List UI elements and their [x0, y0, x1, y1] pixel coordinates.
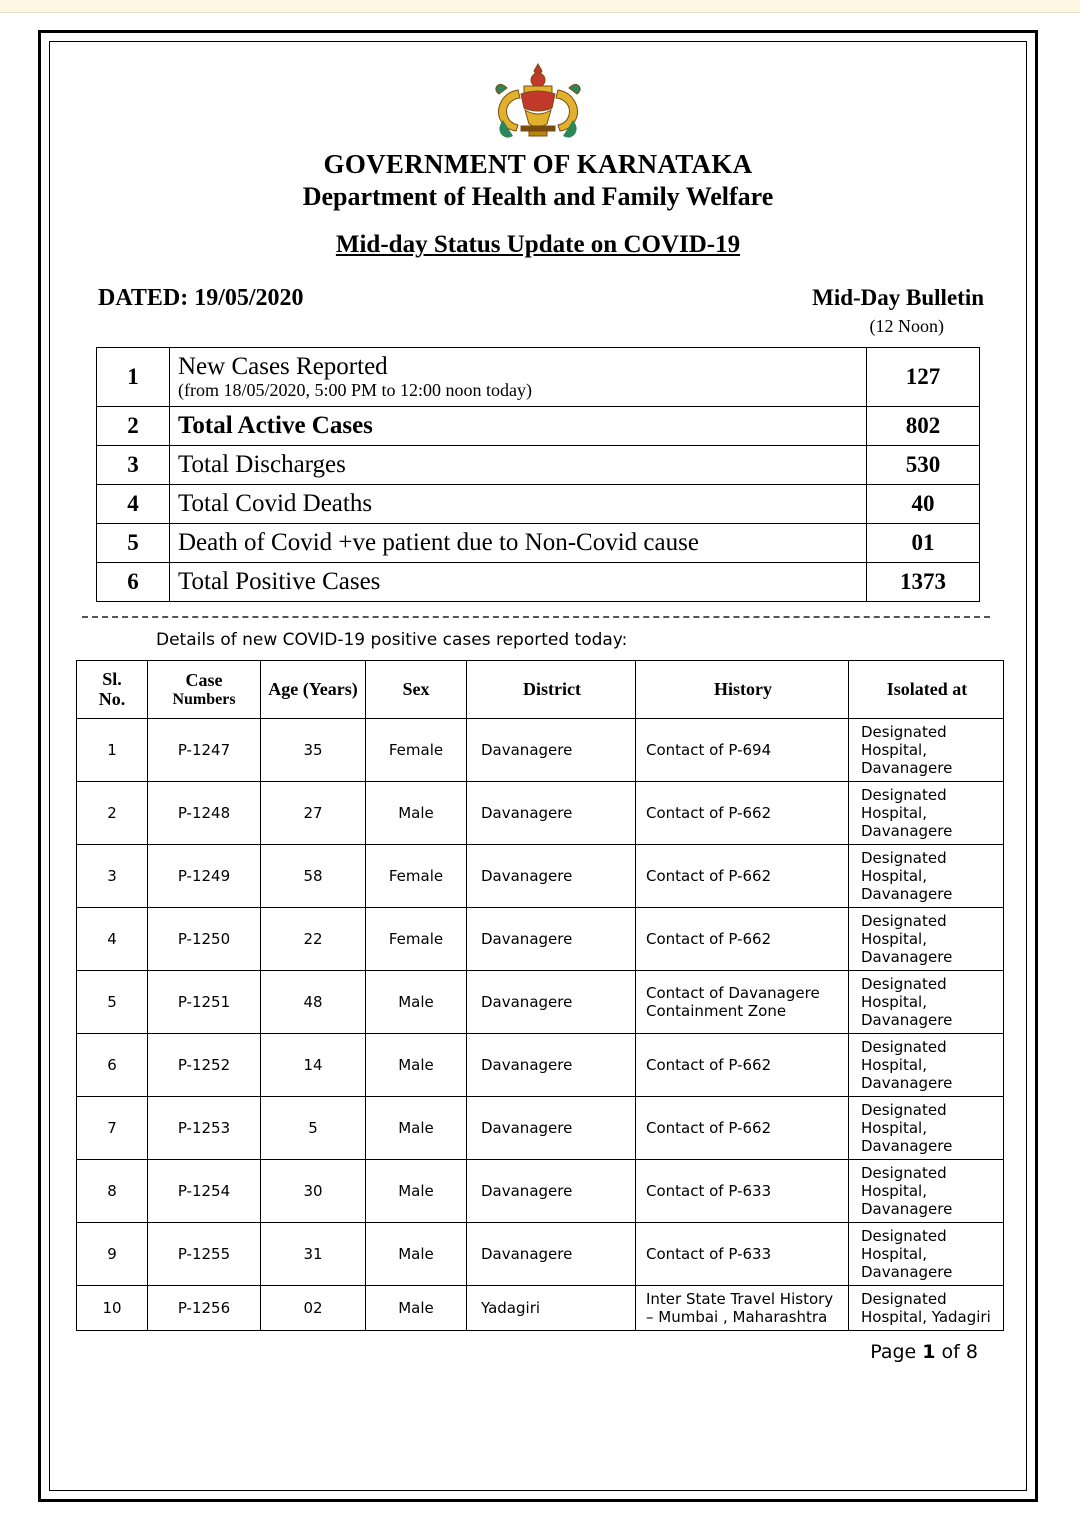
summary-sl: 2 — [97, 407, 170, 446]
summary-value: 127 — [867, 348, 980, 407]
cell-sl: 7 — [77, 1096, 148, 1159]
cell-case-number: P-1255 — [148, 1222, 261, 1285]
cell-district: Davanagere — [467, 970, 636, 1033]
cell-sl: 6 — [77, 1033, 148, 1096]
cell-isolated-at: Designated Hospital, Davanagere — [849, 1096, 1004, 1159]
cell-age: 14 — [261, 1033, 366, 1096]
table-row — [77, 1285, 1004, 1330]
cell-age: 27 — [261, 781, 366, 844]
cell-case-number: P-1249 — [148, 844, 261, 907]
page-inner-border — [49, 41, 1027, 1491]
summary-value: 1373 — [867, 563, 980, 602]
cell-age: 31 — [261, 1222, 366, 1285]
new-cases-table — [76, 660, 1004, 1330]
table-row — [77, 907, 1004, 970]
cell-isolated-at: Designated Hospital, Davanagere — [849, 1033, 1004, 1096]
page-footer-suffix: of 8 — [935, 1340, 978, 1363]
summary-value: 01 — [867, 524, 980, 563]
cell-age: 58 — [261, 844, 366, 907]
cell-sl: 1 — [77, 718, 148, 781]
cell-district: Davanagere — [467, 844, 636, 907]
cell-history: Contact of P-662 — [636, 1033, 849, 1096]
cell-district: Davanagere — [467, 1033, 636, 1096]
cell-sex: Male — [366, 1033, 467, 1096]
document-date: DATED: 19/05/2020 — [98, 285, 304, 312]
cell-case-number: P-1253 — [148, 1096, 261, 1159]
cell-age: 30 — [261, 1159, 366, 1222]
summary-value: 40 — [867, 485, 980, 524]
cell-sex: Female — [366, 907, 467, 970]
page-footer — [76, 1341, 1000, 1363]
cell-isolated-at: Designated Hospital, Davanagere — [849, 907, 1004, 970]
table-row — [77, 1159, 1004, 1222]
cell-district: Davanagere — [467, 1096, 636, 1159]
cell-sex: Male — [366, 970, 467, 1033]
cell-isolated-at: Designated Hospital, Davanagere — [849, 718, 1004, 781]
table-row — [77, 970, 1004, 1033]
cell-district: Davanagere — [467, 718, 636, 781]
summary-label-text: Total Covid Deaths — [178, 490, 373, 518]
summary-sl: 4 — [97, 485, 170, 524]
table-header-row — [77, 661, 1004, 718]
cell-sex: Male — [366, 1159, 467, 1222]
cell-age: 02 — [261, 1285, 366, 1330]
summary-label-text: New Cases Reported — [178, 353, 388, 381]
cell-sl: 5 — [77, 970, 148, 1033]
government-title: GOVERNMENT OF KARNATAKA — [323, 149, 753, 179]
cell-sex: Female — [366, 844, 467, 907]
cell-sl: 9 — [77, 1222, 148, 1285]
bulletin-time: (12 Noon) — [869, 316, 944, 337]
cell-history: Contact of P-694 — [636, 718, 849, 781]
table-row — [77, 1033, 1004, 1096]
table-row — [77, 718, 1004, 781]
cell-case-number: P-1254 — [148, 1159, 261, 1222]
section-divider — [82, 616, 990, 618]
table-row — [97, 485, 980, 524]
summary-label — [170, 407, 867, 446]
column-sl-no-line2: No. — [98, 689, 126, 710]
date-row — [76, 285, 1000, 312]
cell-history: Inter State Travel History – Mumbai , Maharashtra — [636, 1285, 849, 1330]
column-case-numbers — [148, 661, 261, 718]
cell-district: Davanagere — [467, 1222, 636, 1285]
page-number: 1 — [922, 1340, 936, 1363]
summary-sl: 6 — [97, 563, 170, 602]
page-top-strip — [0, 0, 1080, 13]
cell-isolated-at: Designated Hospital, Davanagere — [849, 1222, 1004, 1285]
page-footer-prefix: Page — [870, 1340, 923, 1363]
summary-label — [170, 524, 867, 563]
cell-isolated-at: Designated Hospital, Davanagere — [849, 781, 1004, 844]
details-caption: Details of new COVID-19 positive cases reported today: — [156, 630, 628, 651]
cell-district: Davanagere — [467, 1159, 636, 1222]
cell-history: Contact of P-662 — [636, 907, 849, 970]
summary-sl: 5 — [97, 524, 170, 563]
page-content — [50, 42, 1026, 1490]
cell-case-number: P-1256 — [148, 1285, 261, 1330]
summary-label-text: Total Discharges — [178, 451, 346, 479]
cell-age: 35 — [261, 718, 366, 781]
column-isolated-at: Isolated at — [849, 661, 1004, 718]
cell-sex: Male — [366, 1285, 467, 1330]
karnataka-state-emblem-icon — [76, 60, 1000, 146]
cell-isolated-at: Designated Hospital, Davanagere — [849, 844, 1004, 907]
cell-sex: Male — [366, 781, 467, 844]
table-row — [77, 1222, 1004, 1285]
cell-case-number: P-1248 — [148, 781, 261, 844]
table-row — [77, 1096, 1004, 1159]
cell-district: Yadagiri — [467, 1285, 636, 1330]
summary-label — [170, 563, 867, 602]
document-page — [38, 30, 1038, 1502]
column-district: District — [467, 661, 636, 718]
column-age-line2: (Years) — [302, 679, 358, 700]
cell-history: Contact of P-662 — [636, 1096, 849, 1159]
cell-sl: 3 — [77, 844, 148, 907]
cell-district: Davanagere — [467, 907, 636, 970]
table-row — [77, 844, 1004, 907]
cell-sex: Female — [366, 718, 467, 781]
table-row — [97, 563, 980, 602]
table-row — [97, 348, 980, 407]
cell-sl: 10 — [77, 1285, 148, 1330]
cell-sl: 4 — [77, 907, 148, 970]
cell-age: 48 — [261, 970, 366, 1033]
table-row — [97, 407, 980, 446]
summary-label-text: Total Active Cases — [178, 412, 373, 440]
bulletin-title: Mid-day Status Update on COVID-19 — [335, 231, 741, 259]
cell-isolated-at: Designated Hospital, Davanagere — [849, 1159, 1004, 1222]
cell-history: Contact of Davanagere Containment Zone — [636, 970, 849, 1033]
cell-case-number: P-1250 — [148, 907, 261, 970]
summary-sl: 1 — [97, 348, 170, 407]
cell-isolated-at: Designated Hospital, Davanagere — [849, 970, 1004, 1033]
bulletin-label: Mid-Day Bulletin — [812, 285, 984, 311]
cell-case-number: P-1251 — [148, 970, 261, 1033]
summary-value: 530 — [867, 446, 980, 485]
cell-history: Contact of P-662 — [636, 781, 849, 844]
summary-value: 802 — [867, 407, 980, 446]
cell-age: 22 — [261, 907, 366, 970]
table-row — [97, 524, 980, 563]
cell-sl: 2 — [77, 781, 148, 844]
summary-label — [170, 485, 867, 524]
cell-case-number: P-1247 — [148, 718, 261, 781]
summary-label — [170, 348, 867, 407]
column-age — [261, 661, 366, 718]
summary-label-sub: (from 18/05/2020, 5:00 PM to 12:00 noon today) — [178, 380, 532, 401]
cell-district: Davanagere — [467, 781, 636, 844]
column-sl-no — [77, 661, 148, 718]
summary-label-text: Death of Covid +ve patient due to Non-Covid cause — [178, 529, 699, 557]
summary-label — [170, 446, 867, 485]
cell-history: Contact of P-633 — [636, 1222, 849, 1285]
cell-history: Contact of P-633 — [636, 1159, 849, 1222]
summary-label-text: Total Positive Cases — [178, 568, 381, 596]
column-history: History — [636, 661, 849, 718]
cell-sl: 8 — [77, 1159, 148, 1222]
cell-age: 5 — [261, 1096, 366, 1159]
column-case-line1: Case — [185, 670, 223, 691]
department-title: Department of Health and Family Welfare — [302, 181, 774, 211]
table-row — [97, 446, 980, 485]
column-case-line2: Numbers — [172, 690, 236, 708]
cell-case-number: P-1252 — [148, 1033, 261, 1096]
column-sl-no-line1: Sl. — [102, 669, 122, 690]
column-sex: Sex — [366, 661, 467, 718]
cell-isolated-at: Designated Hospital, Yadagiri — [849, 1285, 1004, 1330]
summary-table — [96, 347, 980, 602]
column-age-line1: Age — [268, 679, 299, 700]
table-row — [77, 781, 1004, 844]
cell-sex: Male — [366, 1222, 467, 1285]
cell-sex: Male — [366, 1096, 467, 1159]
cell-history: Contact of P-662 — [636, 844, 849, 907]
summary-sl: 3 — [97, 446, 170, 485]
